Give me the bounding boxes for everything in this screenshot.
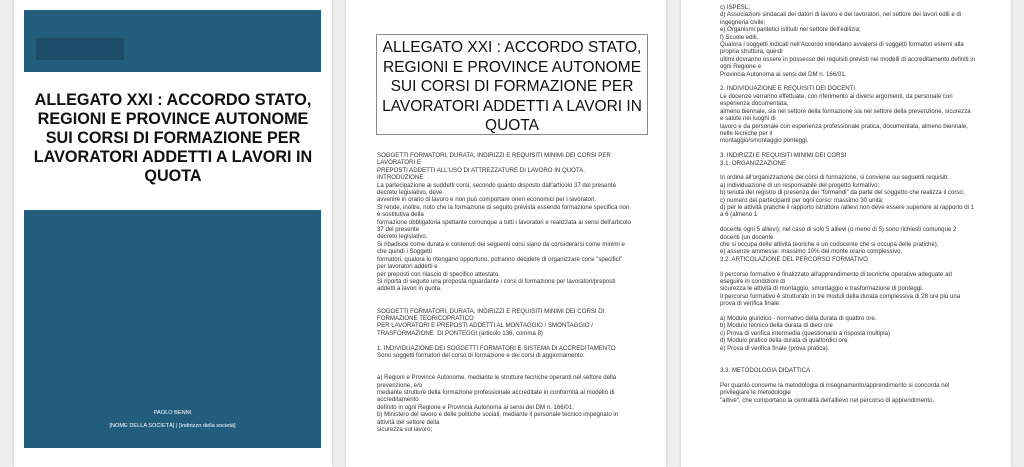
cover-title: ALLEGATO XXI : ACCORDO STATO, REGIONI E PROVINCE AUTONOME SUI CORSI DI FORMAZIONE PER LAVORATORI ADDETTI A LAVORI IN QUOTA <box>33 91 313 185</box>
text-line: ultimi dovranno essere in possesso dei requisiti previsti nei modelli di accreditamento definiti in <box>720 55 976 63</box>
text-line: per preposti con rilascio di specifico attestato. <box>377 270 500 278</box>
text-line: Si rende, inoltre, noto che la formazione di seguito prevista essendo formazione specifica non <box>377 203 630 211</box>
text-line: d) Modulo pratico della durata di quattordici ore <box>720 337 848 345</box>
text-line: formazione obbligatoria spettante comunque a tutti i lavoratori e realizzata ai sensi dell'articolo <box>377 218 631 226</box>
text-line: c) Prova di verifica intermedia (questionario a risposta multipla) <box>720 329 891 337</box>
cover-page <box>14 0 332 467</box>
text-line <box>377 359 660 366</box>
text-line: "attive", che comportano la centralità dell'allievo nel percorso di apprendimento. <box>720 396 935 404</box>
text-line: eseguire in condizioni di <box>720 278 786 286</box>
text-line: 3.1. ORGANIZZAZIONE <box>720 159 787 167</box>
text-line <box>720 352 1004 359</box>
text-line: 2. INDIVIDUAZIONE E REQUISITI DEI DOCENTI <box>720 85 856 93</box>
cover-author: PAOLO BENNI <box>153 410 192 416</box>
text-line: propria struttura, questi <box>720 48 783 56</box>
text-line: a) Modulo giuridico - normativo della durata di quattro ore. <box>720 315 877 323</box>
text-line <box>720 374 1004 381</box>
text-line: docente ogni 5 allievi); nel caso di solo 5 allievi (o meno di 5) sono richiesti comunque 2 <box>720 226 957 234</box>
text-line <box>720 308 1004 315</box>
text-line: e salute nei luoghi di <box>720 115 776 123</box>
text-line: PER LAVORATORI E PREPOSTI ADDETTI AL MONTAGGIO / SMONTAGGIO / <box>377 322 593 330</box>
text-line: nelle tecniche per il <box>720 129 773 137</box>
text-line: sicurezza le attività di montaggio, smontaggio e trasformazione di ponteggi. <box>720 285 924 293</box>
text-line: b) Modulo tecnico della durata di dieci ore <box>720 322 833 330</box>
text-line: Il percorso formativo è strutturato in tre moduli della durata complessiva di 28 ore più una <box>720 292 961 300</box>
text-line: sicurezza sul lavoro; <box>377 426 433 434</box>
cover-company: [NOME DELLA SOCIETÀ] | [Indirizzo della società] <box>109 423 236 429</box>
text-line: SOGGETTI FORMATORI, DURATA, INDIRIZZI E REQUISITI MINIMI DEI CORSI PER <box>377 152 611 159</box>
text-line: attività del settore della <box>377 418 440 426</box>
text-line: prevenzione, e/o <box>377 381 423 389</box>
text-line: avvenire in orario di lavoro e non può comportare oneri economici per i lavoratori. <box>377 196 597 204</box>
text-line: In ordine all'organizzazione dei corsi di formazione, si conviene sui seguenti requisiti: <box>720 174 949 182</box>
text-line: INTRODUZIONE <box>377 174 424 182</box>
text-line: b) Ministero del lavoro e delle politiche sociali, mediante il personale tecnico impegnato in <box>377 411 619 419</box>
text-line: mediante strutture della formazione professionale accreditate in conformità al modello di <box>377 389 615 396</box>
text-line: e) Prova di verifica finale (prova pratica). <box>720 344 830 352</box>
text-line: FORMAZIONE TEORICOPRATICO <box>377 314 474 322</box>
text-line: a) Regioni e Province Autonome, mediante le strutture tecniche operanti nel settore della <box>377 374 617 382</box>
text-line: La partecipazione ai suddetti corsi, secondo quanto disposto dall'articolo 37 del presente <box>377 181 616 189</box>
text-line <box>720 145 1004 152</box>
text-line: definito in ogni Regione e Provincia Autonoma ai sensi del DM n. 166/01; <box>377 403 574 411</box>
page-3-body <box>720 4 1004 404</box>
text-line: Si riporta di seguito una proposta riguardante i corsi di formazione per lavoratori/preposti <box>377 277 616 285</box>
text-line: prova di verifica finale: <box>720 300 781 308</box>
text-line: 3. INDIRIZZI E REQUISITI MINIMI DEI CORSI <box>720 152 847 160</box>
text-line <box>720 78 1004 85</box>
text-line: d) per le attività pratiche il rapporto istruttore /allievi non deve essere superiore al rapporto di 1 <box>720 203 975 211</box>
text-line: ingegneria civile; <box>720 18 766 26</box>
text-line: formatori, qualora lo ritengano opportuno, potranno decidere di organizzare corsi "specifici" <box>377 255 623 263</box>
text-line: 3.3. METODOLOGIA DIDATTICA <box>720 366 811 374</box>
text-line: per lavoratori addetti e <box>377 263 438 271</box>
text-line <box>720 263 1004 270</box>
text-line: decreto legislativo. <box>377 233 428 241</box>
text-line: decreto legislativo, deve <box>377 189 443 197</box>
text-line: 3.2. ARTICOLAZIONE DEL PERCORSO FORMATIVO <box>720 255 868 263</box>
text-line: f) Scuole edili. <box>720 33 759 41</box>
text-line: Sono soggetti formatori del corso di formazione e dei corsi di aggiornamento: <box>377 351 585 359</box>
text-line: lavoro e da personale con esperienza professionale pratica, documentata, almeno biennale, <box>720 122 968 130</box>
text-line: 37 del presente <box>377 226 420 234</box>
text-line: Il percorso formativo è finalizzato all'apprendimento di tecniche operative adeguate ad <box>720 270 952 278</box>
text-line: almeno biennale, sia nel settore della formazione sia nel settore della prevenzione, sicurezza <box>720 107 971 115</box>
text-line: addetti a lavori in quota. <box>377 285 442 293</box>
cover-header-accent <box>36 38 124 60</box>
text-line: c) numero dei partecipanti per ogni corso: massimo 30 unità; <box>720 196 884 204</box>
text-line: privilegiare le metodologie <box>720 389 791 397</box>
text-line <box>720 219 1004 226</box>
text-line <box>377 300 660 307</box>
document-page-2 <box>346 0 666 467</box>
text-line: Si ribadisce come durata e contenuti dei seguenti corsi siano da considerarsi come minimi e <box>377 240 625 248</box>
cover-header-band <box>24 10 321 72</box>
text-line: Provincia Autonoma ai sensi del DM n. 166/01. <box>720 70 847 78</box>
text-line: che si occupa delle attività teoriche e un codocente che si occupa delle pratiche); <box>720 241 939 248</box>
text-line <box>720 167 1004 174</box>
text-line: e) Organismi paritetici istituiti nel settore dell'edilizia; <box>720 26 861 34</box>
text-line: TRASFORMAZIONE DI PONTEGGI (articolo 136, comma 8) <box>377 329 543 337</box>
page-2-body <box>377 152 660 433</box>
text-line: LAVORATORI E <box>377 159 422 167</box>
text-line: d) Associazioni sindacali dei datori di lavoro e dei lavoratori, nel settore dei lavori edili e di <box>720 11 962 19</box>
text-line: a) individuazione di un responsabile del progetto formativo; <box>720 181 880 189</box>
document-page-3 <box>681 0 1011 467</box>
text-line: esperienza documentata, <box>720 100 789 108</box>
text-line: Le docenze verranno effettuate, con riferimento ai diversi argomenti, da personale con <box>720 92 953 100</box>
text-line <box>377 293 660 300</box>
text-line: Per quanto concerne la metodologia di insegnamento/apprendimento si concorda nel <box>720 381 950 389</box>
text-line: accreditamento <box>377 396 419 404</box>
text-line: c) ISPESL; <box>720 4 750 11</box>
cover-footer-band <box>24 210 321 448</box>
text-line: SOGGETTI FORMATORI, DURATA, INDIRIZZI E REQUISITI MINIMI DEI CORSI DI <box>377 307 605 315</box>
text-line: che quindi i Soggetti <box>377 248 432 256</box>
text-line: b) tenuta del registro di presenza dei "formandi" da parte del soggetto che realizza il corso; <box>720 189 965 197</box>
text-line <box>720 360 1004 367</box>
text-line: montaggio/smontaggio ponteggi. <box>720 137 809 145</box>
text-line: è sostitutiva della <box>377 211 424 219</box>
text-line: a 6 (almeno 1 <box>720 211 758 219</box>
text-line: ogni Regione e <box>720 63 761 71</box>
text-line: 1. INDIVIDUAZIONE DEI SOGGETTI FORMATORI E SISTEMA DI ACCREDITAMENTO <box>377 344 616 352</box>
text-line: docenti (un docente <box>720 233 774 241</box>
text-line: e) assenze ammesse: massimo 10% del monte orario complessivo. <box>720 248 903 256</box>
text-line: PREPOSTI ADDETTI ALL'USO DI ATTREZZATURE DI LAVORO IN QUOTA. <box>377 166 585 174</box>
text-line: Qualora i soggetti indicati nell'Accordo intendano avvalersi di soggetti formatori esterni alla <box>720 41 964 49</box>
page-title-box: ALLEGATO XXI : ACCORDO STATO, REGIONI E PROVINCE AUTONOME SUI CORSI DI FORMAZIONE PER LAVORATORI ADDETTI A LAVORI IN QUOTA <box>376 34 648 135</box>
text-line <box>377 337 660 344</box>
text-line <box>377 367 660 374</box>
